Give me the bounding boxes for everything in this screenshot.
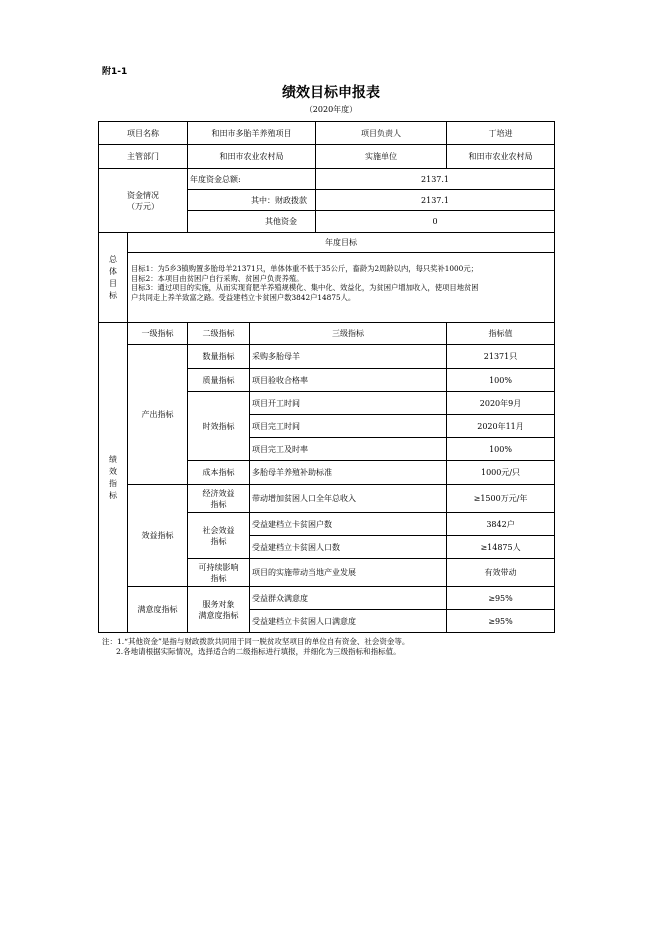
value-header: 指标值 — [447, 323, 555, 345]
project-name-label: 项目名称 — [99, 122, 188, 145]
overall-goal-char: 标 — [109, 290, 117, 300]
funds-total-label: 年度资金总额: — [188, 169, 316, 190]
goal-line: 目标3：通过项目的实施，从而实现育肥羊养殖规模化、集中化、效益化，为贫困户增加收入，使项目地贫困 — [131, 283, 479, 292]
dept-label: 主管部门 — [99, 145, 188, 169]
social-label-line2: 指标 — [210, 536, 227, 546]
annual-goal-text — [128, 253, 555, 323]
sustain-label-line1: 可持续影响 — [198, 562, 239, 572]
overall-goal-label — [99, 233, 128, 323]
level3-header: 三级指标 — [250, 323, 447, 345]
annex-label: 附1-1 — [102, 67, 128, 77]
performance-indicator-char: 绩 — [109, 454, 117, 464]
row-annual-goal-header — [99, 233, 555, 253]
funds-total-value: 2137.1 — [316, 169, 555, 190]
satisfaction-value-poor: ≥95% — [447, 610, 555, 633]
project-name-value: 和田市多胎羊养殖项目 — [188, 122, 316, 145]
overall-goal-char: 总 — [109, 254, 117, 264]
goal-line: 目标1：为5乡3镇购置多胎母羊21371只，单体体重不低于35公斤，畜龄为2周龄以内，每只奖补1000元； — [131, 264, 478, 273]
benefit-indicator-label: 效益指标 — [128, 485, 188, 587]
satisfaction-item-poor: 受益建档立卡贫困人口满意度 — [250, 610, 447, 633]
cost-indicator-label: 成本指标 — [188, 461, 250, 485]
row-quantity — [99, 345, 555, 369]
overall-goal-char: 体 — [109, 266, 117, 276]
quantity-value: 21371只 — [447, 345, 555, 369]
performance-indicator-char: 指 — [109, 478, 117, 488]
cost-value: 1000元/只 — [447, 461, 555, 485]
annual-goal-label: 年度目标 — [128, 233, 555, 253]
satisfaction-value-public: ≥95% — [447, 587, 555, 610]
econ-value: ≥1500万元/年 — [447, 485, 555, 513]
level1-header: 一级指标 — [128, 323, 188, 345]
quality-value: 100% — [447, 369, 555, 392]
time-value-rate: 100% — [447, 438, 555, 461]
social-label-line1: 社会效益 — [202, 525, 235, 535]
row-funds-total — [99, 169, 555, 190]
time-item-start: 项目开工时间 — [250, 392, 447, 415]
service-target-label — [188, 587, 250, 633]
owner-value: 丁培进 — [447, 122, 555, 145]
econ-label-line2: 指标 — [210, 499, 227, 509]
social-item-households: 受益建档立卡贫困户数 — [250, 513, 447, 536]
funds-label-line2: （万元） — [127, 201, 159, 211]
performance-indicator-char: 效 — [109, 466, 117, 476]
form-title: 绩效目标申报表 — [282, 85, 380, 101]
quantity-indicator-label: 数量指标 — [188, 345, 250, 369]
impl-label: 实施单位 — [316, 145, 447, 169]
quantity-item: 采购多胎母羊 — [250, 345, 447, 369]
footnotes — [102, 637, 572, 657]
social-value-households: 3842户 — [447, 513, 555, 536]
social-indicator-label — [188, 513, 250, 559]
time-item-end: 项目完工时间 — [250, 415, 447, 438]
funds-label — [99, 169, 188, 233]
service-target-line1: 服务对象 — [202, 599, 235, 609]
econ-label-line1: 经济效益 — [202, 488, 235, 498]
service-target-line2: 满意度指标 — [198, 610, 239, 620]
social-item-people: 受益建档立卡贫困人口数 — [250, 536, 447, 559]
social-value-people: ≥14875人 — [447, 536, 555, 559]
row-satisfaction-public — [99, 587, 555, 610]
econ-item: 带动增加贫困人口全年总收入 — [250, 485, 447, 513]
time-indicator-label: 时效指标 — [188, 392, 250, 461]
sustain-item: 项目的实施带动当地产业发展 — [250, 559, 447, 587]
time-item-rate: 项目完工及时率 — [250, 438, 447, 461]
goal-line: 目标2：本项目由贫困户自行采购、贫困户负责养殖。 — [131, 273, 304, 283]
funds-fiscal-value: 2137.1 — [316, 190, 555, 211]
satisfaction-indicator-label: 满意度指标 — [128, 587, 188, 633]
performance-indicator-char: 标 — [109, 490, 117, 500]
footnote-1: 注：1.“其他资金”是指与财政拨款共同用于同一脱贫攻坚项目的单位自有资金、社会资金等。 — [102, 637, 410, 646]
performance-indicator-label — [99, 323, 128, 633]
time-value-end: 2020年11月 — [447, 415, 555, 438]
sustain-label-line2: 指标 — [210, 573, 227, 583]
form-year: （2020年度） — [304, 105, 358, 114]
row-project — [99, 122, 555, 145]
row-dept — [99, 145, 555, 169]
cost-item: 多胎母羊养殖补助标准 — [250, 461, 447, 485]
econ-indicator-label — [188, 485, 250, 513]
output-indicator-label: 产出指标 — [128, 345, 188, 485]
quality-item: 项目验收合格率 — [250, 369, 447, 392]
footnote-2: 2.各地请根据实际情况，选择适合的二级指标进行填报，并细化为三级指标和指标值。 — [116, 647, 401, 656]
owner-label: 项目负责人 — [316, 122, 447, 145]
goal-line: 户共同走上养羊致富之路。受益建档立卡贫困户数3842户14875人。 — [131, 292, 356, 302]
sustain-indicator-label — [188, 559, 250, 587]
impl-value: 和田市农业农村局 — [447, 145, 555, 169]
funds-other-label: 其他资金 — [188, 211, 316, 233]
funds-fiscal-label: 其中：财政拨款 — [188, 190, 316, 211]
row-indicator-head — [99, 323, 555, 345]
performance-target-table — [98, 121, 555, 633]
funds-label-line1: 资金情况 — [127, 190, 159, 200]
funds-other-value: 0 — [316, 211, 555, 233]
level2-header: 二级指标 — [188, 323, 250, 345]
satisfaction-item-public: 受益群众满意度 — [250, 587, 447, 610]
sustain-value: 有效带动 — [447, 559, 555, 587]
row-econ — [99, 485, 555, 513]
overall-goal-char: 目 — [109, 278, 117, 288]
dept-value: 和田市农业农村局 — [188, 145, 316, 169]
quality-indicator-label: 质量指标 — [188, 369, 250, 392]
time-value-start: 2020年9月 — [447, 392, 555, 415]
row-annual-goal-text — [99, 253, 555, 323]
